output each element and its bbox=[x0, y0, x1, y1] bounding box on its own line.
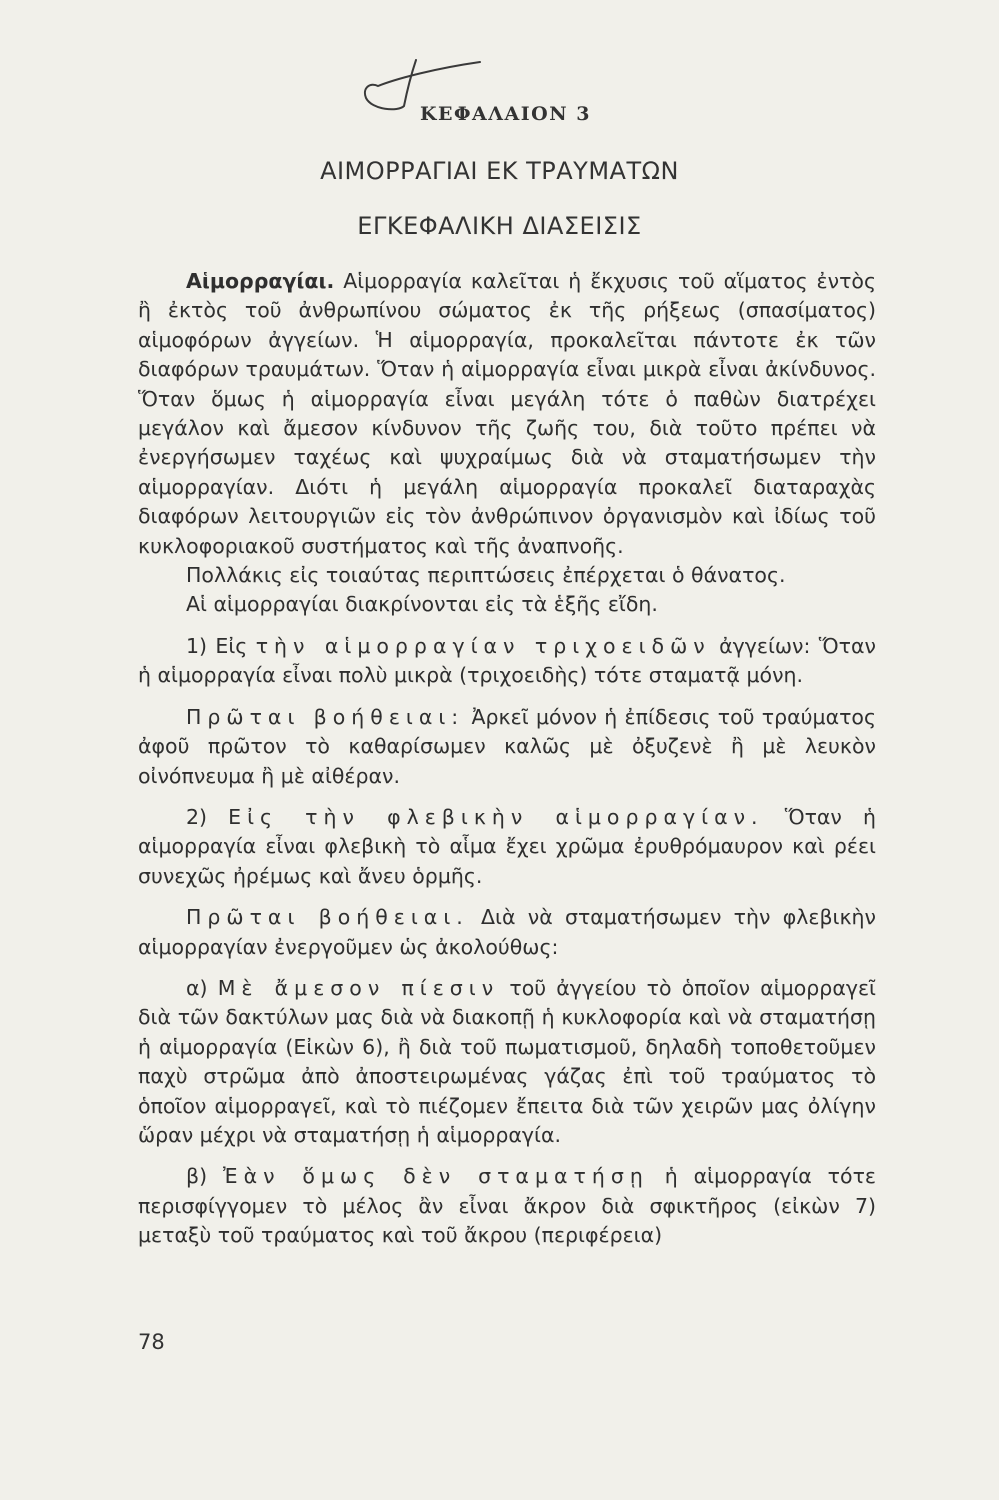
paragraph: α) Μὲ ἄμεσον πίεσιν τοῦ ἀγγείου τὸ ὁποῖον αἱμορραγεῖ διὰ τῶν δακτύλων μας διὰ νὰ διακοπῇ ἡ κυκλοφορία καὶ νὰ σταματήσῃ ἡ αἱμορραγία (Εἰκὼν 6), ἢ διὰ τοῦ πωματισμοῦ, δηλαδὴ τοποθετοῦμεν παχὺ στρῶμα ἀπὸ ἀποστειρωμένας γάζας ἐπὶ τοῦ τραύματος τὸ ὁποῖον αἱμορραγεῖ, καὶ τὸ πιέζομεν ἔπειτα διὰ τῶν χειρῶν μας ὀλίγην ὥραν μέχρι νὰ σταματήσῃ ἡ αἱμορραγία. bbox=[138, 975, 876, 1147]
page-subtitle: ΕΓΚΕΦΑΛΙΚΗ ΔΙΑΣΕΙΣΙΣ bbox=[357, 212, 642, 240]
page-title: ΑΙΜΟΡΡΑΓΙΑΙ ΕΚ ΤΡΑΥΜΑΤΩΝ bbox=[320, 157, 679, 185]
spaced-term: τὴν αἱμορραγίαν τριχοειδῶν bbox=[255, 633, 711, 658]
paragraph: Αἱ αἱμορραγίαι διακρίνονται εἰς τὰ ἑξῆς εἴδη. bbox=[186, 592, 658, 617]
paragraph: 2) Εἰς τὴν φλεβικὴν αἱμορραγίαν. Ὅταν ἡ αἱμορραγία εἶναι φλεβικὴ τὸ αἷμα ἔχει χρῶμα ἐρυθρόμαυρον καὶ ρέει συνεχῶς ἠρέμως καὶ ἄνευ ὁρμῆς. bbox=[138, 804, 876, 888]
spaced-term: Ἐὰν ὅμως δὲν σταματήσῃ bbox=[223, 1164, 649, 1189]
page-number: 78 bbox=[138, 1330, 165, 1354]
spaced-term: Πρῶται βοήθειαι: bbox=[186, 704, 465, 729]
spaced-term: Μὲ ἄμεσον πίεσιν bbox=[217, 975, 500, 1000]
lead-term: Αἱμορραγίαι. bbox=[186, 269, 335, 293]
paragraph: β) Ἐὰν ὅμως δὲν σταματήσῃ ἡ αἱμορραγία τότε περισφίγγομεν τὸ μέλος ἂν εἶναι ἄκρον διὰ σφικτῆρος (εἰκὼν 7) μεταξὺ τοῦ τραύματος καὶ τοῦ ἄκρου (περιφέρεια) bbox=[138, 1164, 876, 1248]
paragraph: Πρῶται βοήθειαι: Ἀρκεῖ μόνον ἡ ἐπίδεσις τοῦ τραύματος ἀφοῦ πρῶτον τὸ καθαρίσωμεν καλῶς μὲ ὀξυζενὲ ἢ μὲ λευκὸν οἰνόπνευμα ἢ μὲ αἰθέραν. bbox=[138, 704, 876, 788]
chapter-heading: ΚΕΦΑΛΑΙΟΝ 3 bbox=[420, 103, 591, 125]
body-text bbox=[138, 267, 876, 1251]
spaced-term: Πρῶται βοήθειαι. bbox=[186, 905, 469, 930]
paragraph: Πρῶται βοήθειαι. Διὰ νὰ σταματήσωμεν τὴν φλεβικὴν αἱμορραγίαν ἐνεργοῦμεν ὡς ἀκολούθως: bbox=[138, 905, 876, 959]
spaced-term: Εἰς τὴν φλεβικὴν αἱμορραγίαν. bbox=[228, 804, 764, 829]
paragraph: 1) Εἰς τὴν αἱμορραγίαν τριχοειδῶν ἀγγείων: Ὅταν ἡ αἱμορραγία εἶναι πολὺ μικρὰ (τριχοειδὴς) τότε σταματᾷ μόνη. bbox=[138, 633, 876, 688]
paragraph: Αἱμορραγίαι. Αἱμορραγία καλεῖται ἡ ἔκχυσις τοῦ αἵματος ἐντὸς ἢ ἐκτὸς τοῦ ἀνθρωπίνου σώματος ἐκ τῆς ρήξεως (σπασίματος) αἱμοφόρων ἀγγείων. Ἡ αἱμορραγία, προκαλεῖται πάντοτε ἐκ τῶν διαφόρων τραυμάτων. Ὅταν ἡ αἱμορραγία εἶναι μικρὰ εἶναι ἀκίνδυνος. Ὅταν ὅμως ἡ αἱμορραγία εἶναι μεγάλη τότε ὁ παθὼν διατρέχει μεγάλον καὶ ἄμεσον κίνδυνον τῆς ζωῆς του, διὰ τοῦτο πρέπει νὰ ἐνεργήσωμεν ταχέως καὶ ψυχραίμως διὰ νὰ σταματήσωμεν τὴν αἱμορραγίαν. Διότι ἡ μεγάλη αἱμορραγία προκαλεῖ διαταραχὰς διαφόρων λειτουργιῶν εἰς τὸν ἀνθρώπινον ὀργανισμὸν καὶ ἰδίως τοῦ κυκλοφοριακοῦ συστήματος καὶ τῆς ἀναπνοῆς. bbox=[138, 269, 876, 558]
paragraph: Πολλάκις εἰς τοιαύτας περιπτώσεις ἐπέρχεται ὁ θάνατος. bbox=[186, 563, 786, 588]
